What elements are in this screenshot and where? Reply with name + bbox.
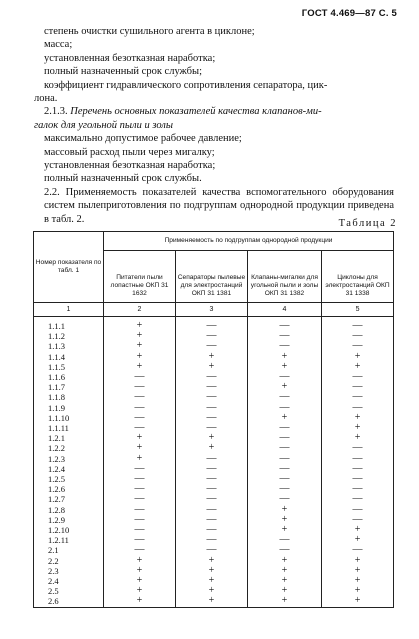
applicability-cell: —	[322, 372, 394, 382]
applicability-cell: —	[322, 403, 394, 413]
applicability-cell: +	[176, 576, 248, 586]
applicability-cell: —	[104, 392, 176, 402]
applicability-cell: —	[104, 372, 176, 382]
row-indicator-number: 1.1.2	[34, 331, 104, 341]
row-indicator-number: 1.1.9	[34, 403, 104, 413]
applicability-cell: —	[248, 372, 322, 382]
applicability-cell: +	[104, 576, 176, 586]
applicability-cell: —	[322, 341, 394, 351]
applicability-cell: —	[248, 494, 322, 504]
page-header: ГОСТ 4.469—87 С. 5	[301, 8, 397, 19]
applicability-cell: —	[176, 382, 248, 392]
applicability-cell: —	[176, 525, 248, 535]
list-item: установленная безотказная наработка;	[44, 160, 216, 172]
body-text	[34, 25, 394, 226]
applicability-cell: +	[322, 362, 394, 372]
list-item: установленная безотказная наработка;	[44, 52, 216, 64]
applicability-cell: —	[176, 535, 248, 545]
col-header-indicator-number: Номер показателя по табл. 1	[34, 232, 104, 303]
list-item: степень очистки сушильного агента в циклоне;	[44, 26, 255, 37]
list-item: полный назначенный срок службы.	[44, 173, 202, 185]
applicability-cell: —	[176, 505, 248, 515]
row-indicator-number: 1.2.10	[34, 525, 104, 535]
applicability-cell: +	[104, 362, 176, 372]
row-indicator-number: 1.1.3	[34, 341, 104, 351]
applicability-cell: —	[248, 545, 322, 555]
row-indicator-number: 1.2.11	[34, 535, 104, 545]
col-header-separators: Сепараторы пылевые для электростанций ОКП 31 1381	[176, 251, 248, 303]
table-caption: Таблица 2	[338, 218, 397, 229]
list-item: полный назначенный срок службы;	[44, 66, 202, 78]
applicability-cell: +	[176, 433, 248, 443]
row-indicator-number: 1.2.5	[34, 474, 104, 484]
applicability-cell: +	[248, 515, 322, 525]
row-indicator-number: 1.1.11	[34, 423, 104, 433]
row-indicator-number: 1.2.3	[34, 454, 104, 464]
row-indicator-number: 1.1.4	[34, 352, 104, 362]
applicability-cell: —	[322, 545, 394, 555]
applicability-cell: —	[176, 515, 248, 525]
applicability-cell: +	[248, 362, 322, 372]
applicability-cell: —	[248, 484, 322, 494]
applicability-cell: +	[248, 566, 322, 576]
applicability-cell: —	[322, 474, 394, 484]
row-indicator-number: 1.2.9	[34, 515, 104, 525]
applicability-cell: —	[176, 454, 248, 464]
applicability-cell: +	[104, 331, 176, 341]
applicability-cell: +	[248, 382, 322, 392]
applicability-cell: +	[248, 576, 322, 586]
applicability-cell: —	[322, 392, 394, 402]
applicability-cell: +	[176, 352, 248, 362]
row-indicator-number: 1.2.6	[34, 484, 104, 494]
applicability-cell: +	[248, 413, 322, 423]
applicability-cell: +	[104, 341, 176, 351]
applicability-cell: —	[104, 413, 176, 423]
table-row	[34, 317, 394, 332]
applicability-cell: —	[248, 403, 322, 413]
applicability-cell: —	[322, 515, 394, 525]
applicability-cell: —	[104, 535, 176, 545]
section-number: 2.1.3.	[44, 106, 68, 118]
applicability-cell: —	[248, 464, 322, 474]
applicability-cell: —	[176, 392, 248, 402]
row-indicator-number: 1.2.8	[34, 505, 104, 515]
applicability-cell: +	[322, 586, 394, 596]
applicability-cell: —	[176, 331, 248, 341]
applicability-cell: +	[176, 362, 248, 372]
applicability-cell: +	[322, 535, 394, 545]
applicability-cell: +	[176, 566, 248, 576]
applicability-cell: +	[104, 317, 176, 332]
row-indicator-number: 1.2.1	[34, 433, 104, 443]
applicability-cell: —	[248, 341, 322, 351]
applicability-cell: +	[104, 454, 176, 464]
applicability-cell: —	[104, 505, 176, 515]
applicability-cell: —	[322, 494, 394, 504]
applicability-cell: —	[176, 494, 248, 504]
row-indicator-number: 1.1.6	[34, 372, 104, 382]
applicability-cell: —	[176, 317, 248, 332]
row-indicator-number: 2.5	[34, 586, 104, 596]
list-item: коэффициент гидравлического сопротивления сепаратора, цик-	[44, 79, 328, 91]
col-number: 4	[248, 303, 322, 317]
row-indicator-number: 2.4	[34, 576, 104, 586]
applicability-cell: +	[322, 413, 394, 423]
list-item: максимально допустимое рабочее давление;	[44, 133, 242, 145]
applicability-cell: —	[104, 545, 176, 555]
row-indicator-number: 1.1.7	[34, 382, 104, 392]
section-2-2-paragraph: 2.2. Применяемость показателей качества вспомогательного оборудования систем пылеприготовления по подгруппам однородной продукции приведена в табл. 2.	[44, 186, 394, 225]
applicability-cell: —	[176, 474, 248, 484]
applicability-cell: +	[104, 352, 176, 362]
applicability-cell: +	[322, 556, 394, 566]
applicability-cell: +	[176, 596, 248, 607]
applicability-cell: —	[248, 317, 322, 332]
col-number: 2	[104, 303, 176, 317]
applicability-cell: +	[322, 423, 394, 433]
table-row	[34, 596, 394, 607]
applicability-cell: —	[104, 382, 176, 392]
applicability-cell: +	[176, 556, 248, 566]
applicability-cell: —	[176, 545, 248, 555]
row-indicator-number: 1.1.8	[34, 392, 104, 402]
applicability-cell: —	[248, 423, 322, 433]
applicability-cell: +	[104, 443, 176, 453]
applicability-cell: —	[248, 331, 322, 341]
applicability-cell: +	[322, 596, 394, 607]
row-indicator-number: 1.1.10	[34, 413, 104, 423]
row-indicator-number: 2.1	[34, 545, 104, 555]
applicability-cell: —	[176, 413, 248, 423]
applicability-cell: +	[104, 586, 176, 596]
applicability-cell: —	[104, 484, 176, 494]
applicability-cell: —	[104, 423, 176, 433]
applicability-cell: —	[322, 464, 394, 474]
applicability-cell: +	[322, 352, 394, 362]
applicability-cell: +	[322, 525, 394, 535]
applicability-cell: —	[322, 484, 394, 494]
applicability-cell: —	[248, 392, 322, 402]
row-indicator-number: 2.6	[34, 596, 104, 607]
applicability-cell: —	[322, 317, 394, 332]
applicability-cell: —	[104, 525, 176, 535]
row-indicator-number: 1.1.1	[34, 317, 104, 332]
applicability-cell: +	[104, 566, 176, 576]
applicability-cell: —	[176, 464, 248, 474]
row-indicator-number: 1.1.5	[34, 362, 104, 372]
applicability-cell: —	[176, 403, 248, 413]
row-indicator-number: 1.2.4	[34, 464, 104, 474]
applicability-cell: —	[322, 331, 394, 341]
group-header: Применяемость по подгруппам однородной продукции	[104, 232, 394, 251]
applicability-cell: +	[104, 596, 176, 607]
table-body	[34, 317, 394, 608]
applicability-cell: —	[104, 464, 176, 474]
applicability-cell: +	[176, 443, 248, 453]
applicability-cell: —	[104, 403, 176, 413]
col-header-flap-valves: Клапаны-мигалки для угольной пыли и золы ОКП 31 1382	[248, 251, 322, 303]
applicability-cell: +	[248, 596, 322, 607]
applicability-cell: —	[176, 341, 248, 351]
row-indicator-number: 2.2	[34, 556, 104, 566]
applicability-cell: —	[248, 474, 322, 484]
list-item: массовый расход пыли через мигалку;	[44, 146, 215, 158]
applicability-cell: +	[248, 525, 322, 535]
applicability-cell: +	[322, 433, 394, 443]
section-title: Перечень основных показателей качества клапанов-ми-	[70, 106, 322, 118]
applicability-cell: +	[248, 586, 322, 596]
col-header-dust-feeders: Питатели пыли лопастные ОКП 31 1632	[104, 251, 176, 303]
applicability-cell: +	[248, 352, 322, 362]
applicability-cell: +	[248, 505, 322, 515]
applicability-cell: —	[248, 454, 322, 464]
applicability-cell: —	[176, 372, 248, 382]
applicability-cell: +	[322, 566, 394, 576]
section-title-continuation: галок для угольной пыли и золы	[34, 119, 173, 131]
applicability-table	[33, 231, 394, 608]
col-number: 3	[176, 303, 248, 317]
applicability-cell: —	[176, 484, 248, 494]
section-heading-2-1-3	[34, 105, 394, 118]
applicability-cell: —	[104, 474, 176, 484]
applicability-cell: —	[322, 454, 394, 464]
list-item: масса;	[44, 39, 73, 51]
applicability-cell: —	[322, 382, 394, 392]
row-indicator-number: 1.2.7	[34, 494, 104, 504]
applicability-cell: +	[104, 556, 176, 566]
applicability-cell: —	[322, 505, 394, 515]
applicability-cell: —	[104, 515, 176, 525]
list-item-continuation: лона.	[34, 93, 58, 105]
applicability-cell: —	[248, 443, 322, 453]
row-indicator-number: 2.3	[34, 566, 104, 576]
applicability-cell: +	[248, 556, 322, 566]
col-number: 1	[34, 303, 104, 317]
applicability-cell: —	[248, 535, 322, 545]
applicability-cell: +	[176, 586, 248, 596]
applicability-cell: —	[104, 494, 176, 504]
applicability-cell: —	[176, 423, 248, 433]
row-indicator-number: 1.2.2	[34, 443, 104, 453]
applicability-cell: +	[104, 433, 176, 443]
col-number: 5	[322, 303, 394, 317]
applicability-cell: —	[322, 443, 394, 453]
applicability-cell: —	[248, 433, 322, 443]
applicability-cell: +	[322, 576, 394, 586]
col-header-cyclones: Циклоны для электростанций ОКП 31 1338	[322, 251, 394, 303]
